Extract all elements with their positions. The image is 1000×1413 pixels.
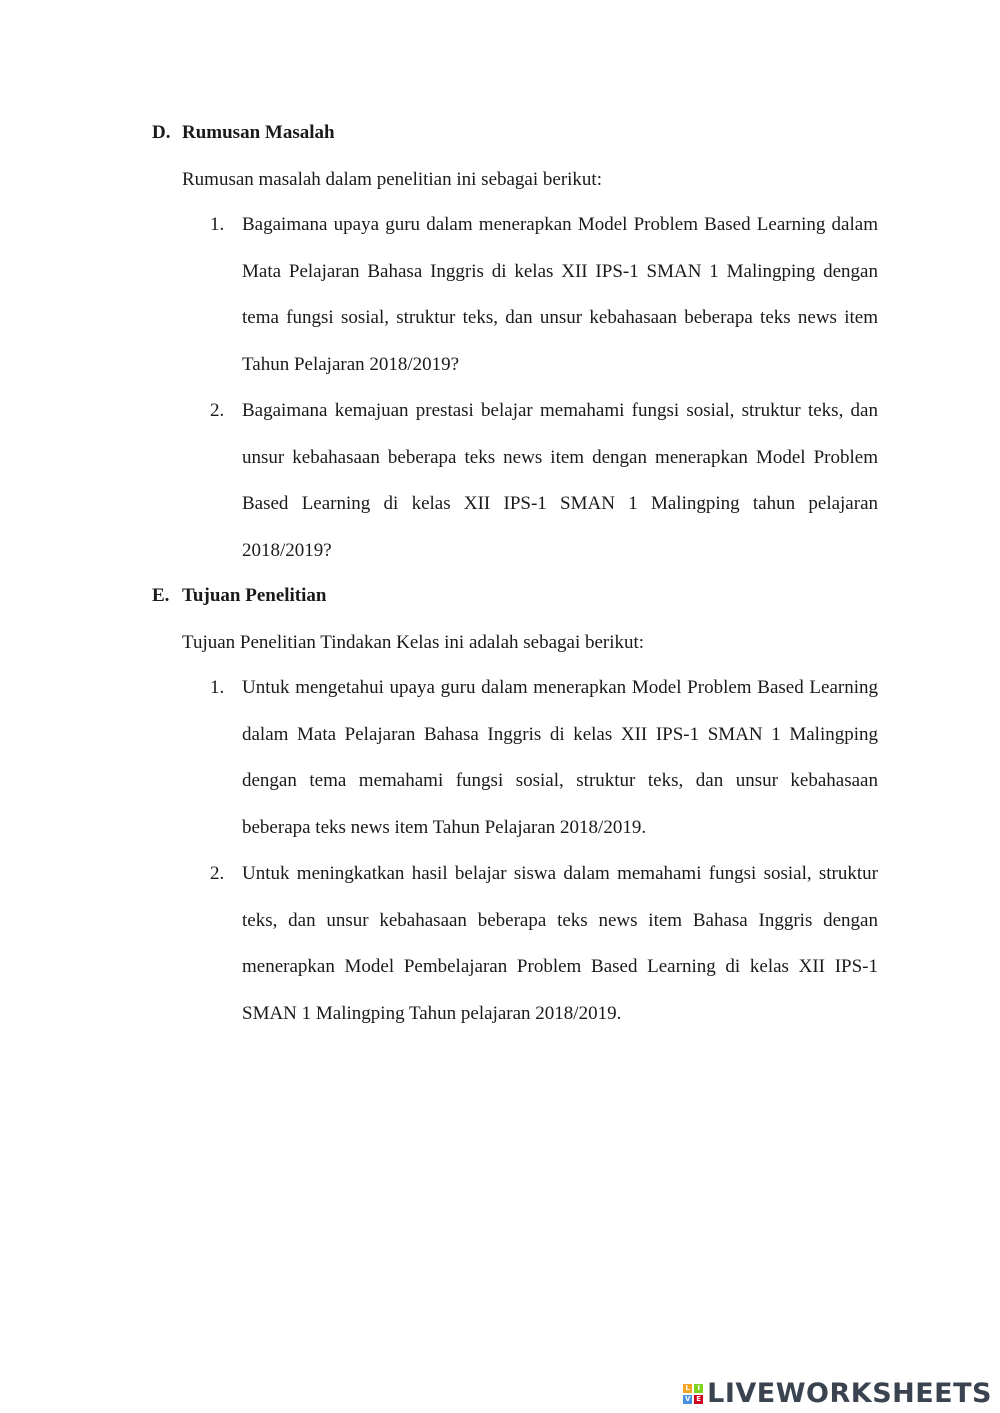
- list-number: 2.: [210, 400, 225, 421]
- logo-mark-cell: V: [684, 1394, 691, 1403]
- list-text: Untuk mengetahui upaya guru dalam menerapkan Model Problem Based Learning dalam Mata Pelajaran Bahasa Inggris di kelas XII IPS-1 SMAN 1 Malingping dengan tema memahami fungsi sosial, struktur teks, dan unsur kebahasaan beberapa teks news item Tahun Pelajaran 2018/2019.: [242, 677, 878, 838]
- list-item: [210, 388, 878, 574]
- list-text: Untuk meningkatkan hasil belajar siswa dalam memahami fungsi sosial, struktur teks, dan unsur kebahasaan beberapa teks news item Bahasa Inggris dengan menerapkan Model Pembelajaran Problem Based Learning di kelas XII IPS-1 SMAN 1 Malingping Tahun pelajaran 2018/2019.: [242, 863, 878, 1024]
- list-number: 1.: [210, 214, 225, 235]
- logo-mark-cell: I: [694, 1384, 703, 1393]
- section-intro: Rumusan masalah dalam penelitian ini sebagai berikut:: [182, 169, 602, 190]
- section-intro: Tujuan Penelitian Tindakan Kelas ini adalah sebagai berikut:: [182, 632, 645, 653]
- list-number: 1.: [210, 677, 225, 698]
- liveworksheets-logo-icon: [683, 1384, 703, 1404]
- list-item: [210, 851, 878, 1037]
- liveworksheets-logo: [683, 1378, 992, 1409]
- section-title: Rumusan Masalah: [182, 122, 335, 143]
- section-heading-rumusan-masalah: [152, 121, 335, 145]
- list-text: Bagaimana kemajuan prestasi belajar memahami fungsi sosial, struktur teks, dan unsur kebahasaan beberapa teks news item dengan menerapkan Model Problem Based Learning di kelas XII IPS-1 SMAN 1 Malingping tahun pelajaran 2018/2019?: [242, 400, 878, 561]
- logo-mark-cell: E: [694, 1395, 703, 1404]
- list-item: [210, 665, 878, 851]
- logo-mark-cell: L: [683, 1384, 692, 1393]
- list-item: [210, 202, 878, 388]
- list-number: 2.: [210, 863, 225, 884]
- section-letter: D.: [152, 122, 171, 143]
- section-title: Tujuan Penelitian: [182, 585, 327, 606]
- list-text: Bagaimana upaya guru dalam menerapkan Model Problem Based Learning dalam Mata Pelajaran Bahasa Inggris di kelas XII IPS-1 SMAN 1 Malingping dengan tema fungsi sosial, struktur teks, dan unsur kebahasaan beberapa teks news item Tahun Pelajaran 2018/2019?: [242, 214, 878, 375]
- section-letter: E.: [152, 585, 170, 606]
- liveworksheets-logo-text: LIVEWORKSHEETS: [707, 1378, 992, 1409]
- section-heading-tujuan-penelitian: [152, 584, 326, 608]
